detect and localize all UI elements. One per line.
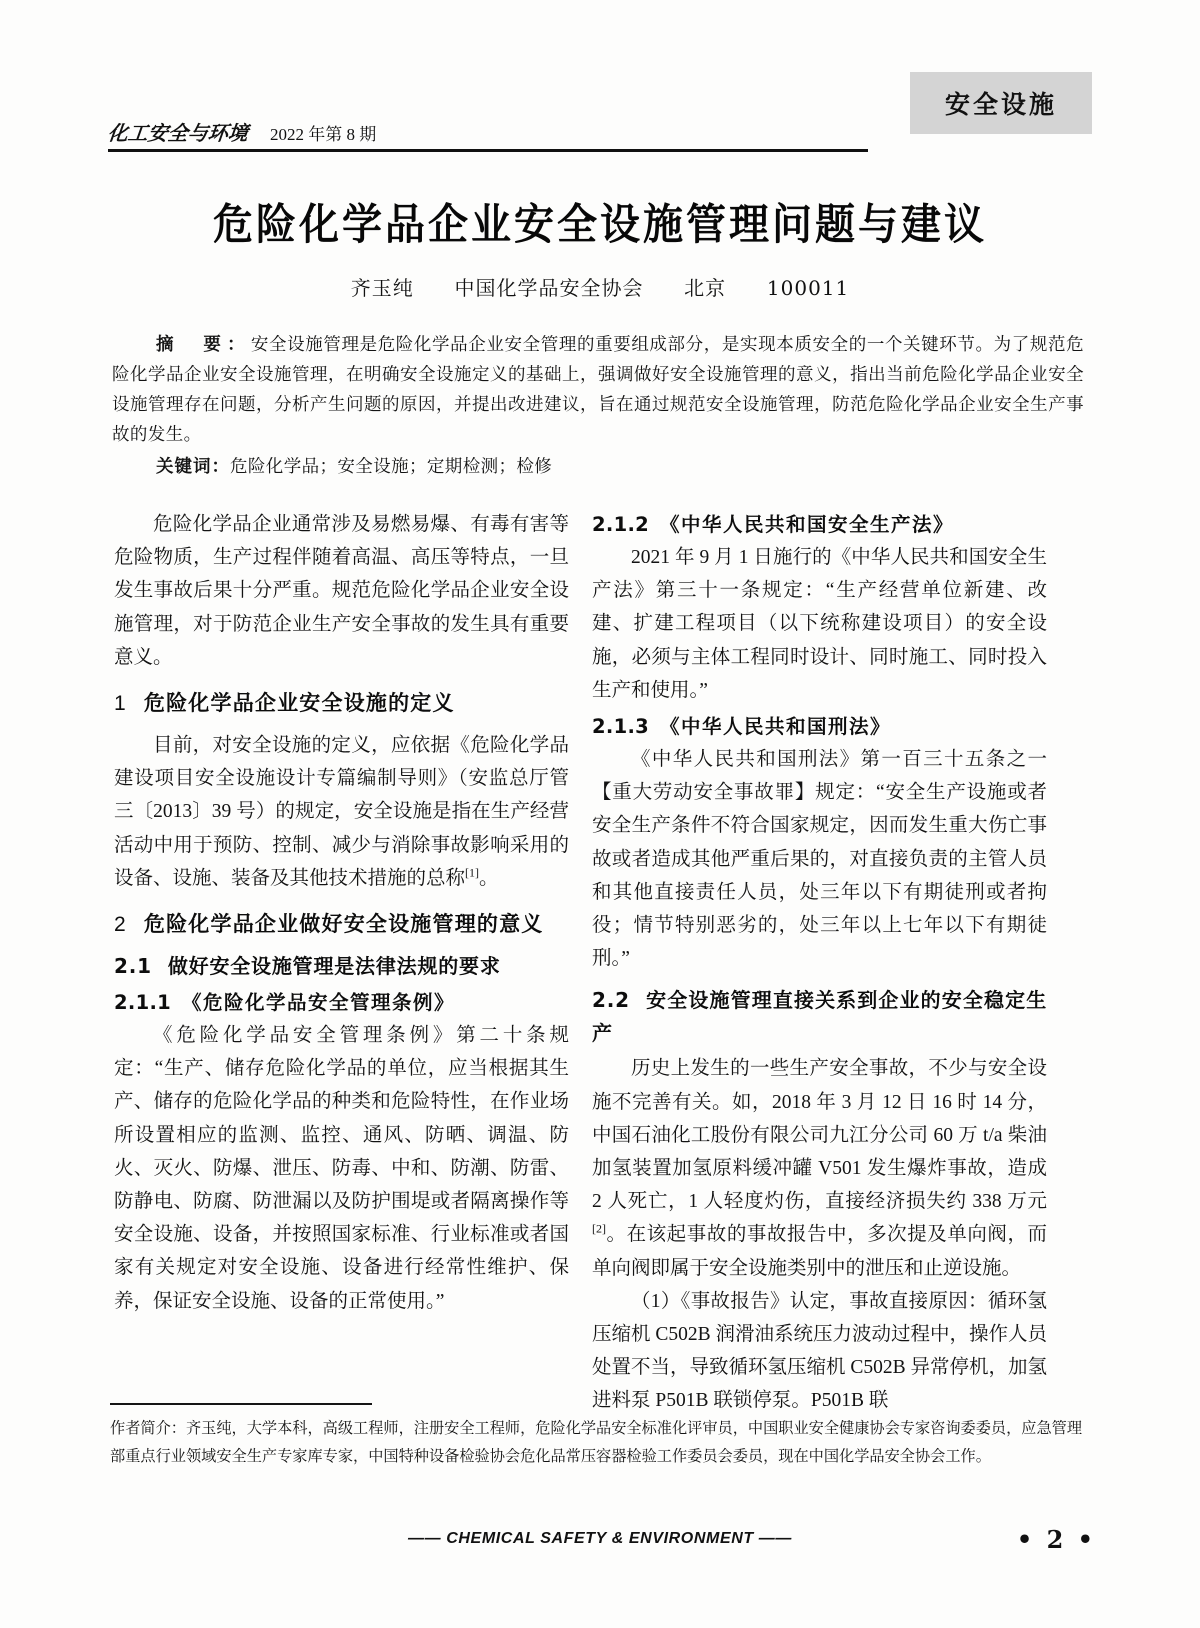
heading-2-2 <box>592 984 1047 1050</box>
keywords-label: 关键词： <box>156 457 230 477</box>
heading-2-number: 2 <box>114 913 127 937</box>
intro-paragraph: 危险化学品企业通常涉及易燃易爆、有毒有害等危险物质，生产过程伴随着高温、高压等特点，一旦发生事故后果十分严重。规范危险化学品企业安全设施管理，对于防范企业生产安全事故的发生具有重要意义。 <box>114 514 569 668</box>
section-1-paragraph <box>114 729 569 895</box>
keywords-paragraph <box>112 452 1084 482</box>
abstract-text: 安全设施管理是危险化学品企业安全管理的重要组成部分，是实现本质安全的一个关键环节。为了规范危险化学品企业安全设施管理，在明确安全设施定义的基础上，强调做好安全设施管理的意义，指出当前危险化学品企业安全设施管理存在问题，分析产生问题的原因，并提出改进建议，旨在通过规范安全设施管理，防范危险化学品企业安全生产事故的发生。 <box>112 335 1085 445</box>
heading-1-label: 危险化学品企业安全设施的定义 <box>143 691 455 716</box>
section-2-1-1-paragraph: 《危险化学品安全管理条例》第二十条规定：“生产、储存危险化学品的单位，应当根据其生产、储存的危险化学品的种类和危险特性，在作业场所设置相应的监测、监控、通风、防晒、调温、防火、灭火、防爆、泄压、防毒、中和、防潮、防雷、防静电、防腐、防泄漏以及防护围堤或者隔离操作等安全设施、设备，并按照国家标准、行业标准或者国家有关规定对安全设施、设备进行经常性维护、保养，保证安全设施、设备的正常使用。” <box>114 1025 569 1312</box>
keywords-text: 危险化学品；安全设施；定期检测；检修 <box>230 457 553 477</box>
heading-2-1-2-number: 2.1.2 <box>592 513 650 536</box>
heading-2-1-1 <box>114 986 569 1019</box>
heading-2-label: 危险化学品企业做好安全设施管理的意义 <box>143 912 544 937</box>
issue-line: 2022 年第 8 期 <box>270 125 377 144</box>
heading-2-1-number: 2.1 <box>114 954 152 979</box>
section-2-1-2-paragraph: 2021 年 9 月 1 日施行的《中华人民共和国安全生产法》第三十一条规定：“生产经营单位新建、改建、扩建工程项目（以下统称建设项目）的安全设施，必须与主体工程同时设计、同时施工、同时投入生产和使用。” <box>592 547 1047 701</box>
abstract-label: 摘 要： <box>156 335 251 355</box>
section-2-1-3-paragraph: 《中华人民共和国刑法》第一百三十五条之一【重大劳动安全事故罪】规定：“安全生产设施或者安全生产条件不符合国家规定，因而发生重大伤亡事故或者造成其他严重后果的，对直接负责的主管人员和其他直接责任人员，处三年以下有期徒刑或者拘役；情节特别恶劣的，处三年以上七年以下有期徒刑。” <box>592 749 1047 970</box>
heading-1 <box>114 687 569 720</box>
heading-2-1-2-label: 《中华人民共和国安全生产法》 <box>660 513 955 536</box>
author-postcode: 100011 <box>766 276 850 300</box>
section-2-2-paragraph-b: （1）《事故报告》认定，事故直接原因：循环氢压缩机 C502B 润滑油系统压力波动过程中，操作人员处置不当，导致循环氢压缩机 C502B 异常停机，加氢进料泵 P501B 联锁停泵。P501B 联 <box>592 1290 1048 1412</box>
left-column <box>114 508 569 1318</box>
page-number: • 2 • <box>1016 1525 1096 1554</box>
page-footer <box>0 1525 1200 1566</box>
page-title: 危险化学品企业安全设施管理问题与建议 <box>213 199 987 250</box>
heading-2-1-label: 做好安全设施管理是法律法规的要求 <box>167 954 501 979</box>
heading-2-1-3 <box>592 710 1047 743</box>
section-tag: 安全设施 <box>910 72 1092 134</box>
heading-2-1-2 <box>592 508 1047 541</box>
masthead-rule <box>108 149 868 152</box>
footer-journal-en: —— CHEMICAL SAFETY & ENVIRONMENT —— <box>408 1530 792 1547</box>
author-footnote: 作者简介：齐玉纯，大学本科，高级工程师，注册安全工程师，危险化学品安全标准化评审员，中国职业安全健康协会专家咨询委委员，应急管理部重点行业领域安全生产专家库专家，中国特种设备检验协会危化品常压容器检验工作委员会委员，现在中国化学品安全协会工作。 <box>110 1419 1082 1465</box>
heading-2-1-3-number: 2.1.3 <box>592 715 650 739</box>
reference-marker-1: [1] <box>465 865 480 880</box>
author-city: 北京 <box>684 276 727 300</box>
heading-2-1 <box>114 950 569 983</box>
byline <box>0 272 1200 301</box>
heading-2-1-1-number: 2.1.1 <box>114 991 172 1015</box>
author-affiliation: 中国化学品安全协会 <box>454 276 644 300</box>
footnote-rule <box>110 1403 372 1405</box>
heading-2 <box>114 908 569 941</box>
heading-2-1-1-label: 《危险化学品安全管理条例》 <box>182 991 456 1015</box>
journal-name: 化工安全与环境 <box>106 121 250 145</box>
section-1-text: 目前，对安全设施的定义，应依据《危险化学品建设项目安全设施设计专篇编制导则》（安监总厅管三〔2013〕39 号）的规定，安全设施是指在生产经营活动中用于预防、控制、减少与消除事故影响采用的设备、设施、装备及其他技术措施的总称 <box>114 735 569 889</box>
heading-2-2-label: 安全设施管理直接关系到企业的安全稳定生产 <box>592 988 1047 1046</box>
section-2-2-paragraph-a <box>592 1052 1047 1284</box>
heading-2-2-number: 2.2 <box>592 988 630 1013</box>
section-1-text-end: 。 <box>479 867 499 889</box>
abstract-paragraph <box>112 330 1084 450</box>
abstract-block <box>112 330 1084 482</box>
reference-marker-2: [2] <box>592 1221 606 1236</box>
heading-2-1-3-label: 《中华人民共和国刑法》 <box>660 715 892 739</box>
section-2-2-text: 历史上发生的一些生产安全事故，不少与安全设施不完善有关。如，2018 年 3 月 12 日 16 时 14 分，中国石油化工股份有限公司九江分公司 60 万 t/a 柴油加氢装置加氢原料缓冲罐 V501 发生爆炸事故，造成 2 人死亡，1 人轻度灼伤，直接经济损失约 338 万元 <box>592 1058 1047 1213</box>
heading-1-number: 1 <box>114 692 127 716</box>
section-2-2-text-end: 。在该起事故的事故报告中，多次提及单向阀，而单向阀即属于安全设施类别中的泄压和止逆设施。 <box>592 1224 1047 1279</box>
masthead-left <box>108 117 376 146</box>
author-name: 齐玉纯 <box>350 276 414 300</box>
right-column <box>592 508 1047 1418</box>
masthead <box>106 90 1092 152</box>
